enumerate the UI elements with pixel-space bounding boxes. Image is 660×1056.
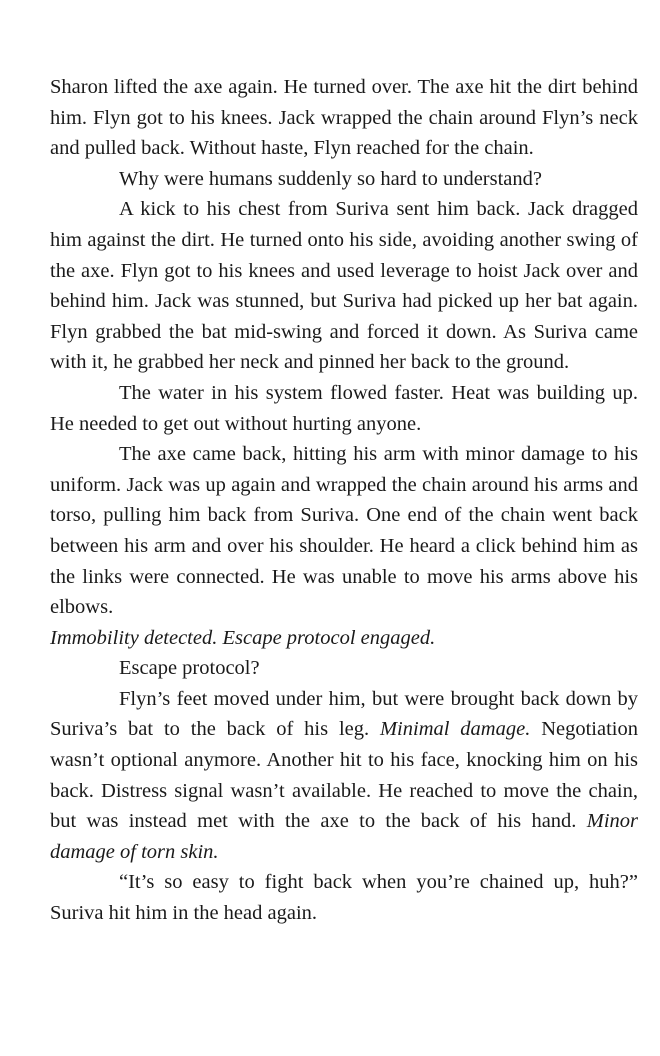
paragraph: [50, 439, 638, 623]
text-segment: “It’s so easy to fight back when you’re chained up, huh?” Suriva hit him in the head again.: [50, 871, 638, 925]
text-segment: Escape protocol?: [119, 657, 260, 680]
italic-text-segment: Immobility detected. Escape protocol engaged.: [50, 626, 436, 649]
text-segment: A kick to his chest from Suriva sent him back. Jack dragged him against the dirt. He turned onto his side, avoiding another swing of the axe. Flyn got to his knees and used leverage to hoist Jack over and behind him. Jack was stunned, but Suriva had picked up her bat again. Flyn grabbed the bat mid-swing and forced it down. As Suriva came with it, he grabbed her neck and pinned her back to the ground.: [50, 198, 638, 374]
italic-text-segment: Minimal damage.: [379, 718, 531, 741]
text-segment: The water in his system flowed faster. Heat was building up. He needed to get out without hurting anyone.: [50, 381, 638, 435]
text-segment: Sharon lifted the axe again. He turned over. The axe hit the dirt behind him. Flyn got to his knees. Jack wrapped the chain around Flyn’s neck and pulled back. Without haste, Flyn reached for the chain.: [50, 76, 638, 160]
paragraph: [50, 653, 638, 684]
paragraph: [50, 623, 638, 654]
paragraph: [50, 194, 638, 378]
paragraph: [50, 164, 638, 195]
paragraph: [50, 72, 638, 164]
text-segment: Flyn’s feet moved under him, but were brought back down by Suriva’s bat to the back of his leg.: [50, 687, 638, 741]
italic-text-segment: Minor damage of torn skin.: [50, 810, 638, 863]
paragraph: [50, 684, 638, 868]
text-segment: The axe came back, hitting his arm with minor damage to his uniform. Jack was up again and wrapped the chain around his arms and torso, pulling him back from Suriva. One end of the chain went back between his arm and over his shoulder. He heard a click behind him as the links were connected. He was unable to move his arms above his elbows.: [50, 443, 638, 619]
text-segment: Why were humans suddenly so hard to understand?: [119, 167, 542, 190]
text-segment: Negotiation wasn’t optional anymore. Another hit to his face, knocking him on his back. Distress signal wasn’t available. He reached to move the chain, but was instead met with the axe to the back of his hand.: [50, 718, 638, 833]
book-page: [50, 72, 638, 929]
paragraph: [50, 378, 638, 439]
paragraph: [50, 867, 638, 928]
